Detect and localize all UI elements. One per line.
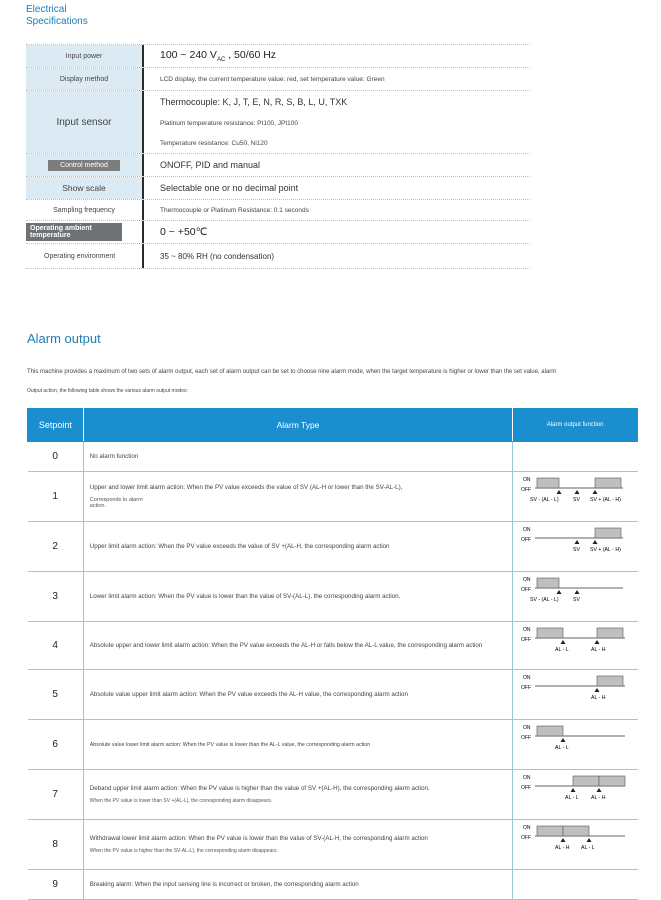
setpoint-number: 8 (28, 820, 84, 870)
alarm-type-text: Upper and lower limit alarm action: When the PV value exceeds the value of SV (AL-H or lower than the SV-AL-L), (89, 484, 403, 491)
alarm-type-subtext: When the PV value is lower than SV +(AL-L), the corresponding alarm disappears. (89, 798, 273, 804)
svg-text:AL - H: AL - H (591, 647, 606, 653)
setpoint-number: 4 (28, 622, 84, 670)
table-row (28, 670, 638, 720)
alarm-diagram-2 (513, 522, 635, 566)
svg-text:SV: SV (573, 597, 581, 603)
alarm-diagram-4 (513, 622, 635, 664)
spec-value: 0 ~ +50℃ (160, 226, 208, 238)
alarm-type-text: Lower limit alarm action: When the PV value is lower than the value of SV-(AL-L), the corresponding alarm action. (83, 572, 512, 622)
setpoint-number: 0 (28, 442, 84, 472)
spec-value: Thermocouple or Platinum Resistance: 0.1 seconds (160, 206, 309, 214)
svg-text:OFF: OFF (521, 537, 532, 543)
svg-text:ON: ON (523, 627, 531, 633)
svg-text:ON: ON (523, 675, 531, 681)
svg-text:ON: ON (523, 825, 531, 831)
setpoint-number: 7 (28, 770, 84, 820)
table-row (28, 522, 638, 572)
spec-value: Platinum temperature resistance: Pt100, JPt100 (160, 119, 299, 127)
svg-text:AL - L: AL - L (555, 647, 569, 653)
electrical-spec-table (26, 44, 530, 269)
alarm-type-text: No alarm function (83, 442, 512, 472)
alarm-diagram-5 (513, 670, 635, 714)
alarm-type-text: Absolute value upper limit alarm action: When the PV value exceeds the AL-H value, the corresponding alarm action (89, 691, 408, 698)
alarm-diagram-empty (513, 870, 638, 900)
spec-label: Control method (48, 160, 120, 171)
svg-text:SV - (AL - L): SV - (AL - L) (530, 497, 559, 503)
spec-label: Display method (26, 68, 144, 90)
svg-text:ON: ON (523, 775, 531, 781)
svg-text:AL - H: AL - H (555, 845, 570, 851)
spec-label: Show scale (26, 177, 144, 199)
alarm-diagram-empty (513, 442, 638, 472)
svg-text:SV + (AL - H): SV + (AL - H) (590, 497, 622, 503)
svg-text:ON: ON (523, 577, 531, 583)
svg-text:ON: ON (523, 527, 531, 533)
spec-label: Sampling frequency (26, 200, 144, 220)
svg-text:OFF: OFF (521, 835, 532, 841)
header-alarm-type: Alarm Type (83, 409, 512, 442)
svg-text:OFF: OFF (521, 637, 532, 643)
spec-row-sampling-frequency (26, 200, 530, 221)
setpoint-number: 1 (28, 472, 84, 522)
svg-text:OFF: OFF (521, 785, 532, 791)
header-alarm-function: Alarm output function (513, 409, 638, 442)
header-setpoint: Setpoint (28, 409, 84, 442)
svg-text:OFF: OFF (521, 685, 532, 691)
spec-row-operating-environment (26, 244, 530, 269)
alarm-table (27, 408, 638, 900)
svg-text:AL - H: AL - H (591, 695, 606, 701)
alarm-diagram-1 (513, 472, 635, 516)
svg-text:ON: ON (523, 477, 531, 483)
setpoint-number: 3 (28, 572, 84, 622)
svg-text:ON: ON (523, 725, 531, 731)
alarm-type-text: Absolute upper and lower limit alarm action: When the PV value exceeds the AL-H or falls below the AL-L value, the corresponding alarm action (83, 622, 512, 670)
spec-row-input-power (26, 44, 530, 68)
svg-text:OFF: OFF (521, 487, 532, 493)
spec-label: Operating environment (26, 244, 144, 268)
setpoint-number: 5 (28, 670, 84, 720)
table-row (28, 442, 638, 472)
alarm-diagram-8 (513, 820, 635, 864)
table-row (28, 720, 638, 770)
alarm-type-subtext: When the PV value is higher than the SV-AL-L), the corresponding alarm disappears. (89, 848, 278, 854)
alarm-intro-line2: Output action, the following table shows the various alarm output modes: (27, 388, 188, 394)
spec-label: Operating ambient temperature (26, 223, 122, 241)
svg-text:AL - L: AL - L (581, 845, 595, 851)
table-row (28, 870, 638, 900)
setpoint-number: 9 (28, 870, 84, 900)
table-row (28, 472, 638, 522)
spec-value: ONOFF, PID and manual (160, 160, 261, 170)
table-row (28, 820, 638, 870)
alarm-type-text: Absolute value lower limit alarm action: When the PV value is lower than the AL-L value, the corresponding alarm action (83, 720, 512, 770)
spec-value: 100 ~ 240 $V_{AC}$ , 50/60 Hz (160, 48, 277, 64)
alarm-type-text: Deband upper limit alarm action: When the PV value is higher than the value of SV +(AL-H), the corresponding alarm action. (89, 785, 430, 792)
table-row (28, 770, 638, 820)
alarm-type-text: Withdrawal lower limit alarm action: When the PV value is lower than the value of SV-(AL-H, the corresponding alarm action (89, 835, 428, 842)
alarm-type-text: Upper limit alarm action: When the PV value exceeds the value of SV +(AL-H, the corresponding alarm action (83, 522, 512, 572)
spec-row-operating-temperature (26, 221, 530, 244)
svg-text:AL - L: AL - L (555, 745, 569, 751)
spec-value: LCD display, the current temperature value: red, set temperature value: Green (160, 75, 385, 83)
setpoint-number: 2 (28, 522, 84, 572)
spec-value: 35 ~ 80% RH (no condensation) (160, 251, 275, 261)
svg-text:OFF: OFF (521, 587, 532, 593)
spec-value: Selectable one or no decimal point (160, 183, 299, 193)
alarm-output-title: Alarm output (27, 331, 101, 346)
svg-text:AL - L: AL - L (565, 795, 579, 801)
svg-text:AL - H: AL - H (591, 795, 606, 801)
svg-text:SV - (AL - L): SV - (AL - L) (530, 597, 559, 603)
spec-row-input-sensor (26, 91, 530, 154)
spec-label: Input sensor (26, 91, 144, 153)
spec-label: Input power (26, 45, 144, 67)
table-row (28, 622, 638, 670)
table-row (28, 572, 638, 622)
alarm-intro-line1: This machine provides a maximum of two sets of alarm output, each set of alarm output can be set to choose nine alarm mode, when the target temperature is higher or lower than the set value, alarm (27, 369, 557, 375)
spec-row-control-method (26, 154, 530, 177)
alarm-type-subtext: Corresponds to alarm action. (89, 497, 143, 509)
svg-text:SV: SV (573, 497, 581, 503)
svg-text:SV: SV (573, 547, 581, 553)
svg-text:OFF: OFF (521, 735, 532, 741)
alarm-table-header (28, 409, 638, 442)
spec-value: Thermocouple: K, J, T, E, N, R, S, B, L, U, TXK (160, 97, 348, 108)
alarm-diagram-7 (513, 770, 635, 814)
alarm-diagram-3 (513, 572, 635, 616)
spec-row-show-scale (26, 177, 530, 200)
spec-row-display-method (26, 68, 530, 91)
svg-text:SV + (AL - H): SV + (AL - H) (590, 547, 622, 553)
spec-value: Temperature resistance: Cu50, Ni120 (160, 139, 268, 147)
electrical-title: Electrical Specifications (26, 4, 88, 27)
alarm-diagram-6 (513, 720, 635, 764)
alarm-type-text: Breaking alarm: When the input sensing line is incorrect or broken, the corresponding alarm action (83, 870, 512, 900)
setpoint-number: 6 (28, 720, 84, 770)
